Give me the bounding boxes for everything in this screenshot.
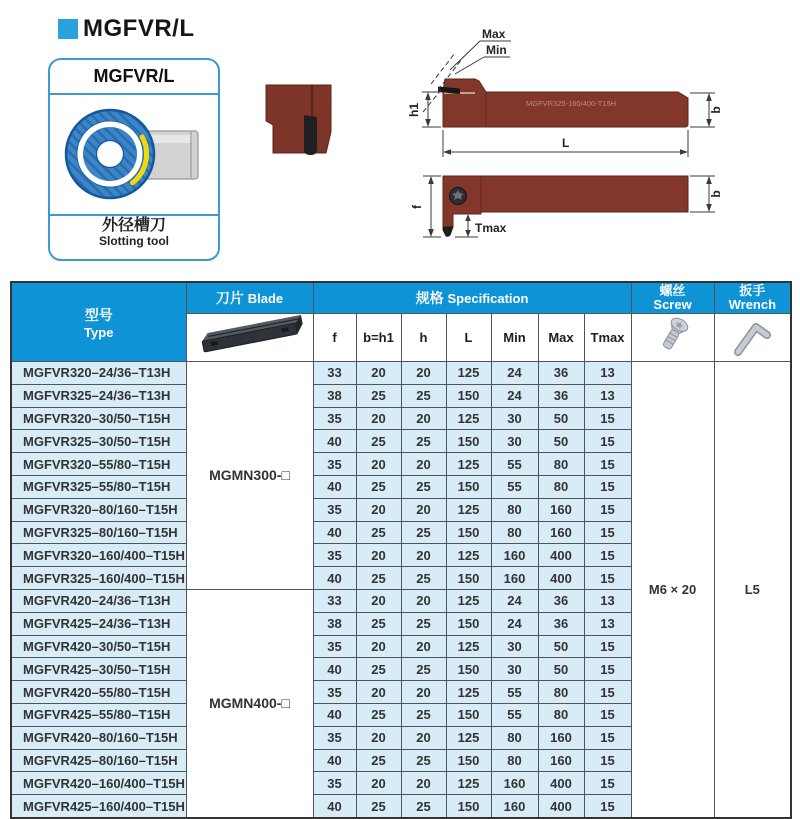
spec-value-cell: 25 — [401, 658, 446, 681]
spec-value-cell: 35 — [313, 407, 356, 430]
spec-value-cell: 50 — [538, 635, 584, 658]
spec-value-cell: 80 — [538, 453, 584, 476]
spec-value-cell: 20 — [356, 681, 401, 704]
spec-value-cell: 15 — [584, 726, 631, 749]
type-cell: MGFVR425–24/36–T13H — [11, 612, 186, 635]
spec-value-cell: 150 — [446, 384, 491, 407]
shank-marking: MGFVR325-160/400-T15H — [526, 99, 617, 108]
spec-value-cell: 15 — [584, 407, 631, 430]
type-cell: MGFVR420–30/50–T15H — [11, 635, 186, 658]
spec-value-cell: 15 — [584, 681, 631, 704]
spec-value-cell: 40 — [313, 749, 356, 772]
holder-front-view-drawing — [254, 70, 346, 165]
spec-value-cell: 20 — [356, 544, 401, 567]
spec-value-cell: 25 — [401, 567, 446, 590]
spec-value-cell: 80 — [538, 681, 584, 704]
spec-value-cell: 150 — [446, 430, 491, 453]
spec-value-cell: 160 — [491, 544, 538, 567]
screw-size-cell: M6 × 20 — [631, 362, 714, 818]
spec-value-cell: 40 — [313, 567, 356, 590]
tool-card-caption — [50, 214, 218, 248]
spec-value-cell: 20 — [356, 635, 401, 658]
type-cell: MGFVR425–160/400–T15H — [11, 795, 186, 818]
caption-chinese: 外径槽刀 — [101, 217, 166, 234]
spec-col-tmax: Tmax — [584, 314, 631, 362]
spec-value-cell: 15 — [584, 453, 631, 476]
type-cell: MGFVR425–55/80–T15H — [11, 703, 186, 726]
spec-value-cell: 150 — [446, 475, 491, 498]
type-cell: MGFVR325–160/400–T15H — [11, 567, 186, 590]
spec-value-cell: 150 — [446, 567, 491, 590]
spec-value-cell: 25 — [356, 475, 401, 498]
spec-value-cell: 36 — [538, 589, 584, 612]
spec-value-cell: 150 — [446, 612, 491, 635]
spec-col-f: f — [313, 314, 356, 362]
spec-value-cell: 20 — [401, 772, 446, 795]
spec-value-cell: 80 — [538, 475, 584, 498]
spec-col-L: L — [446, 314, 491, 362]
spec-value-cell: 160 — [491, 795, 538, 818]
spec-value-cell: 30 — [491, 407, 538, 430]
spec-value-cell: 20 — [356, 362, 401, 385]
col-header-wrench: 扳手 Wrench — [714, 282, 791, 314]
page-title-row — [58, 15, 195, 43]
spec-value-cell: 25 — [401, 749, 446, 772]
spec-value-cell: 125 — [446, 544, 491, 567]
spec-value-cell: 15 — [584, 567, 631, 590]
spec-value-cell: 36 — [538, 384, 584, 407]
spec-value-cell: 400 — [538, 567, 584, 590]
spec-value-cell: 20 — [356, 453, 401, 476]
tool-card-title: MGFVR/L — [50, 60, 218, 95]
spec-col-max: Max — [538, 314, 584, 362]
spec-value-cell: 160 — [538, 521, 584, 544]
spec-value-cell: 160 — [491, 567, 538, 590]
spec-value-cell: 33 — [313, 589, 356, 612]
spec-value-cell: 25 — [356, 658, 401, 681]
spec-value-cell: 80 — [491, 726, 538, 749]
header-row-1 — [11, 282, 791, 314]
side-view-drawing — [407, 27, 723, 157]
grooving-insert-photo — [190, 315, 310, 357]
type-cell: MGFVR420–160/400–T15H — [11, 772, 186, 795]
spec-value-cell: 80 — [491, 749, 538, 772]
col-header-screw: 螺丝 Screw — [631, 282, 714, 314]
spec-value-cell: 25 — [356, 567, 401, 590]
tool-card — [48, 58, 220, 261]
spec-value-cell: 36 — [538, 612, 584, 635]
spec-value-cell: 80 — [491, 498, 538, 521]
spec-value-cell: 13 — [584, 589, 631, 612]
type-cell: MGFVR425–30/50–T15H — [11, 658, 186, 681]
spec-value-cell: 25 — [401, 703, 446, 726]
type-cell: MGFVR325–30/50–T15H — [11, 430, 186, 453]
table-row — [11, 362, 791, 385]
spec-value-cell: 15 — [584, 635, 631, 658]
spec-value-cell: 150 — [446, 703, 491, 726]
spec-value-cell: 25 — [356, 384, 401, 407]
spec-value-cell: 36 — [538, 362, 584, 385]
dim-label-b-side: b — [709, 106, 723, 114]
spec-value-cell: 125 — [446, 407, 491, 430]
type-cell: MGFVR325–24/36–T13H — [11, 384, 186, 407]
spec-value-cell: 125 — [446, 362, 491, 385]
dim-label-tmax: Tmax — [475, 221, 507, 235]
type-cell: MGFVR325–55/80–T15H — [11, 475, 186, 498]
spec-value-cell: 25 — [356, 795, 401, 818]
type-cell: MGFVR320–30/50–T15H — [11, 407, 186, 430]
page-title: MGFVR/L — [83, 15, 195, 42]
spec-value-cell: 40 — [313, 703, 356, 726]
spec-value-cell: 20 — [356, 498, 401, 521]
blade-photo-cell — [186, 314, 313, 362]
spec-value-cell: 20 — [401, 544, 446, 567]
spec-col-h: h — [401, 314, 446, 362]
spec-value-cell: 20 — [401, 726, 446, 749]
spec-value-cell: 160 — [538, 726, 584, 749]
spec-value-cell: 150 — [446, 795, 491, 818]
spec-value-cell: 20 — [356, 726, 401, 749]
dim-label-b-top: b — [709, 190, 723, 198]
col-header-type-en: Type — [84, 324, 114, 340]
tool-application-illustration — [50, 95, 218, 214]
spec-value-cell: 160 — [538, 749, 584, 772]
spec-value-cell: 25 — [401, 795, 446, 818]
spec-value-cell: 38 — [313, 612, 356, 635]
col-header-blade: 刀片 Blade — [186, 282, 313, 314]
spec-value-cell: 55 — [491, 703, 538, 726]
workpiece-disc-graphic — [66, 110, 154, 198]
spec-value-cell: 150 — [446, 658, 491, 681]
blade-model-cell: MGMN400-□ — [186, 589, 313, 817]
type-cell: MGFVR325–80/160–T15H — [11, 521, 186, 544]
spec-value-cell: 400 — [538, 544, 584, 567]
spec-value-cell: 125 — [446, 772, 491, 795]
spec-value-cell: 15 — [584, 795, 631, 818]
dim-label-f: f — [410, 205, 424, 209]
spec-value-cell: 40 — [313, 658, 356, 681]
spec-value-cell: 400 — [538, 795, 584, 818]
spec-value-cell: 35 — [313, 544, 356, 567]
spec-value-cell: 20 — [401, 681, 446, 704]
spec-value-cell: 160 — [538, 498, 584, 521]
col-header-specification: 规格 Specification — [313, 282, 631, 314]
spec-value-cell: 25 — [356, 612, 401, 635]
spec-value-cell: 40 — [313, 475, 356, 498]
spec-value-cell: 55 — [491, 475, 538, 498]
spec-value-cell: 50 — [538, 407, 584, 430]
type-cell: MGFVR420–24/36–T13H — [11, 589, 186, 612]
holder-dimension-drawings — [398, 24, 738, 274]
spec-value-cell: 25 — [401, 612, 446, 635]
wrench-size-cell: L5 — [714, 362, 791, 818]
spec-value-cell: 38 — [313, 384, 356, 407]
spec-value-cell: 20 — [356, 772, 401, 795]
spec-value-cell: 35 — [313, 726, 356, 749]
type-cell: MGFVR320–160/400–T15H — [11, 544, 186, 567]
spec-value-cell: 24 — [491, 384, 538, 407]
spec-value-cell: 25 — [401, 430, 446, 453]
dim-label-max: Max — [482, 27, 506, 41]
spec-table-body — [11, 362, 791, 818]
spec-value-cell: 25 — [356, 521, 401, 544]
spec-value-cell: 20 — [401, 453, 446, 476]
spec-value-cell: 13 — [584, 362, 631, 385]
spec-value-cell: 20 — [401, 589, 446, 612]
spec-value-cell: 35 — [313, 772, 356, 795]
spec-value-cell: 50 — [538, 430, 584, 453]
wrench-icon-cell — [714, 314, 791, 362]
spec-value-cell: 125 — [446, 589, 491, 612]
spec-value-cell: 15 — [584, 658, 631, 681]
spec-value-cell: 25 — [356, 703, 401, 726]
spec-value-cell: 24 — [491, 589, 538, 612]
spec-value-cell: 35 — [313, 498, 356, 521]
spec-value-cell: 50 — [538, 658, 584, 681]
spec-value-cell: 15 — [584, 430, 631, 453]
spec-value-cell: 30 — [491, 430, 538, 453]
specification-table — [10, 281, 792, 819]
dim-label-min: Min — [486, 43, 507, 57]
spec-value-cell: 55 — [491, 453, 538, 476]
type-cell: MGFVR320–24/36–T13H — [11, 362, 186, 385]
spec-value-cell: 15 — [584, 544, 631, 567]
spec-value-cell: 20 — [401, 498, 446, 521]
spec-value-cell: 24 — [491, 612, 538, 635]
caption-english: Slotting tool — [99, 234, 169, 248]
spec-value-cell: 35 — [313, 681, 356, 704]
blue-square-bullet-icon — [58, 19, 78, 39]
spec-value-cell: 20 — [356, 407, 401, 430]
spec-value-cell: 40 — [313, 430, 356, 453]
spec-value-cell: 20 — [401, 362, 446, 385]
spec-value-cell: 15 — [584, 521, 631, 544]
spec-value-cell: 80 — [538, 703, 584, 726]
spec-value-cell: 125 — [446, 635, 491, 658]
clamp-screw-graphic — [450, 188, 467, 205]
spec-value-cell: 15 — [584, 498, 631, 521]
spec-value-cell: 20 — [401, 407, 446, 430]
hex-key-l-wrench-icon — [730, 314, 774, 358]
spec-value-cell: 160 — [491, 772, 538, 795]
spec-value-cell: 20 — [356, 589, 401, 612]
spec-value-cell: 13 — [584, 612, 631, 635]
blade-model-cell: MGMN300-□ — [186, 362, 313, 590]
spec-value-cell: 15 — [584, 703, 631, 726]
spec-value-cell: 125 — [446, 681, 491, 704]
spec-value-cell: 15 — [584, 475, 631, 498]
spec-col-bh1: b=h1 — [356, 314, 401, 362]
spec-value-cell: 40 — [313, 795, 356, 818]
spec-value-cell: 24 — [491, 362, 538, 385]
workpiece-and-tool-illustration — [52, 97, 216, 213]
screw-icon-cell — [631, 314, 714, 362]
spec-value-cell: 150 — [446, 749, 491, 772]
spec-value-cell: 125 — [446, 453, 491, 476]
spec-value-cell: 25 — [356, 749, 401, 772]
spec-value-cell: 25 — [356, 430, 401, 453]
spec-value-cell: 20 — [401, 635, 446, 658]
spec-col-min: Min — [491, 314, 538, 362]
type-cell: MGFVR425–80/160–T15H — [11, 749, 186, 772]
spec-value-cell: 35 — [313, 453, 356, 476]
spec-value-cell: 55 — [491, 681, 538, 704]
spec-value-cell: 30 — [491, 635, 538, 658]
dim-label-length: L — [562, 136, 570, 150]
dim-label-h1: h1 — [407, 102, 421, 118]
spec-value-cell: 30 — [491, 658, 538, 681]
spec-value-cell: 80 — [491, 521, 538, 544]
insert-clamp-graphic — [304, 115, 317, 155]
top-view-drawing — [410, 176, 723, 237]
spec-value-cell: 400 — [538, 772, 584, 795]
col-header-type-zh: 型号 — [84, 306, 113, 323]
spec-value-cell: 40 — [313, 521, 356, 544]
spec-value-cell: 125 — [446, 498, 491, 521]
spec-value-cell: 25 — [401, 475, 446, 498]
spec-value-cell: 13 — [584, 384, 631, 407]
spec-value-cell: 25 — [401, 384, 446, 407]
spec-value-cell: 35 — [313, 635, 356, 658]
type-cell: MGFVR420–55/80–T15H — [11, 681, 186, 704]
spec-value-cell: 33 — [313, 362, 356, 385]
spec-value-cell: 25 — [401, 521, 446, 544]
spec-value-cell: 125 — [446, 726, 491, 749]
type-cell: MGFVR320–80/160–T15H — [11, 498, 186, 521]
col-header-type — [11, 282, 186, 362]
spec-value-cell: 150 — [446, 521, 491, 544]
torx-countersunk-screw-icon — [653, 314, 693, 358]
type-cell: MGFVR320–55/80–T15H — [11, 453, 186, 476]
spec-value-cell: 15 — [584, 749, 631, 772]
spec-value-cell: 15 — [584, 772, 631, 795]
type-cell: MGFVR420–80/160–T15H — [11, 726, 186, 749]
